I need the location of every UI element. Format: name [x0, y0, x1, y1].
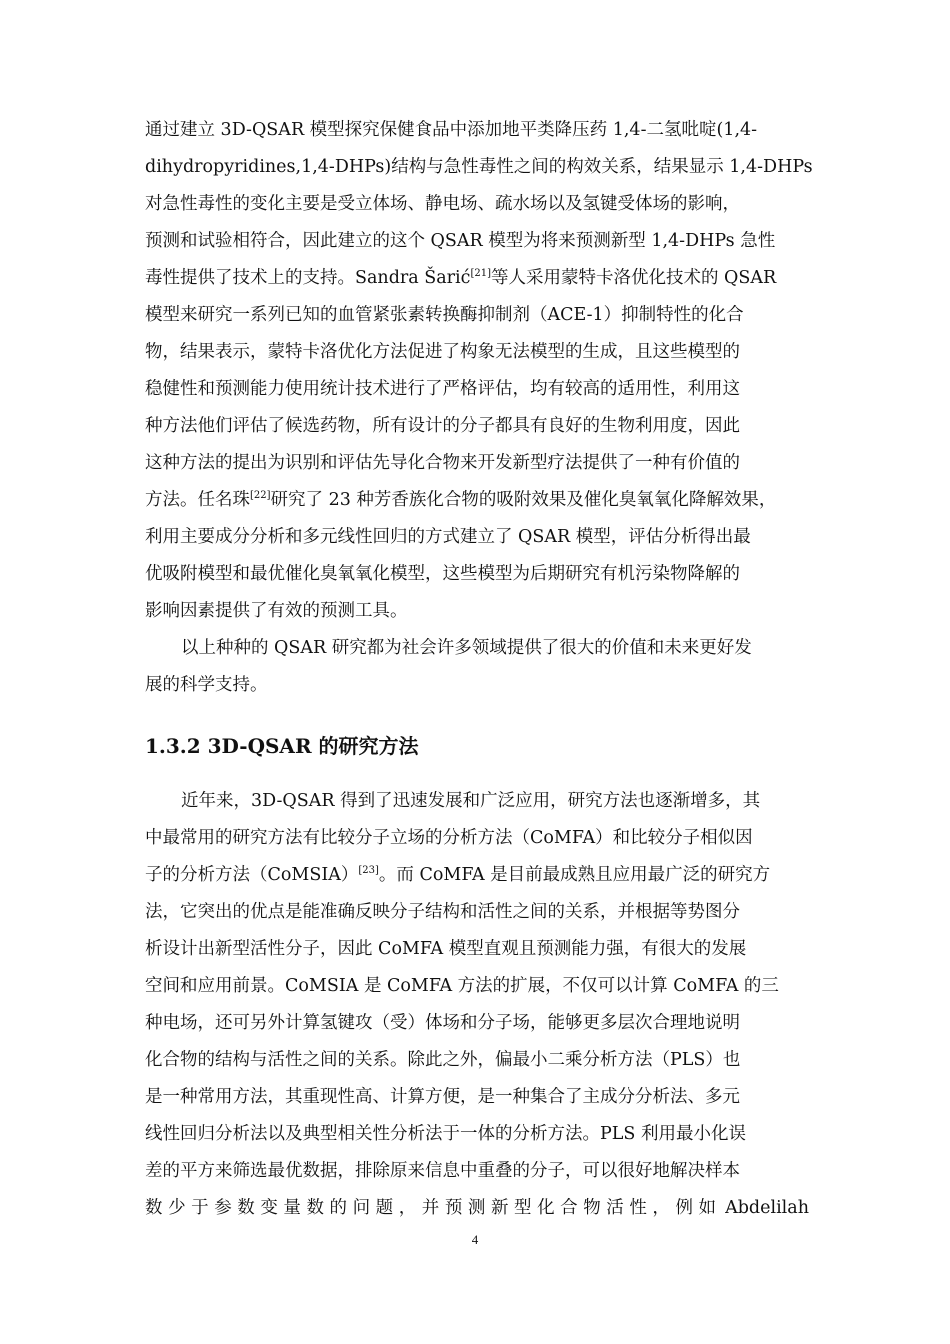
- text-line-justified: [145, 1196, 809, 1220]
- line-text: 线性回归分析法以及典型相关性分析法于一体的分析方法。PLS 利用最小化误: [145, 1124, 746, 1144]
- text-line: [145, 451, 809, 475]
- text-line: [181, 789, 809, 813]
- line-text: dihydropyridines,1,4-DHPs)结构与急性毒性之间的构效关系，结果显示 1,4-DHPs: [145, 157, 813, 177]
- text-line: [145, 974, 809, 998]
- section-heading: 1.3.2 3D-QSAR 的研究方法: [145, 734, 419, 758]
- text-line: [145, 525, 809, 549]
- line-text: 空间和应用前景。CoMSIA 是 CoMFA 方法的扩展，不仅可以计算 CoMFA 的三: [145, 976, 779, 996]
- line-text: 种方法他们评估了候选药物，所有设计的分子都具有良好的生物利用度，因此: [145, 416, 740, 436]
- citation-ref: [22]: [250, 490, 271, 502]
- text-line: [145, 377, 809, 401]
- line-text: 析设计出新型活性分子，因此 CoMFA 模型直观且预测能力强，有很大的发展: [145, 939, 747, 959]
- page-number: 4: [471, 1232, 479, 1247]
- text-line: [145, 229, 809, 253]
- text-line: [145, 1011, 809, 1035]
- line-text: 研究了 23 种芳香族化合物的吸附效果及催化臭氧氧化降解效果，: [270, 490, 777, 510]
- line-text: 等人采用蒙特卡洛优化技术的 QSAR: [490, 268, 777, 288]
- text-line: [145, 937, 809, 961]
- text-line: [145, 340, 809, 364]
- line-text: 优吸附模型和最优催化臭氧氧化模型，这些模型为后期研究有机污染物降解的: [145, 564, 740, 584]
- text-line: [145, 192, 809, 216]
- line-text: 以上种种的 QSAR 研究都为社会许多领域提供了很大的价值和未来更好发: [181, 638, 752, 658]
- line-text: 方法。任名珠: [145, 490, 250, 510]
- line-text: Abdelilah: [725, 1198, 809, 1218]
- text-line: [145, 303, 809, 327]
- text-line: [145, 488, 809, 512]
- citation-ref: [23]: [358, 865, 379, 877]
- line-text: 毒性提供了技术上的支持。Sandra Šarić: [145, 268, 471, 288]
- text-line: [145, 826, 809, 850]
- line-text: 数 少 于 参 数 变 量 数 的 问 题 ， 并 预 测 新 型 化 合 物 活 性 ， 例 如: [145, 1198, 717, 1218]
- line-text: 预测和试验相符合，因此建立的这个 QSAR 模型为将来预测新型 1,4-DHPs 急性: [145, 231, 776, 251]
- text-line: [145, 118, 809, 142]
- text-line: [145, 1122, 809, 1146]
- line-text: 利用主要成分分析和多元线性回归的方式建立了 QSAR 模型，评估分析得出最: [145, 527, 751, 547]
- line-text: 模型来研究一系列已知的血管紧张素转换酶抑制剂（ACE-1）抑制特性的化合: [145, 305, 744, 325]
- line-text: 物，结果表示，蒙特卡洛优化方法促进了构象无法模型的生成，且这些模型的: [145, 342, 740, 362]
- line-text: 近年来，3D-QSAR 得到了迅速发展和广泛应用，研究方法也逐渐增多，其: [181, 791, 761, 811]
- text-line: [145, 1048, 809, 1072]
- text-line: [145, 599, 809, 623]
- line-text: 中最常用的研究方法有比较分子立场的分析方法（CoMFA）和比较分子相似因: [145, 828, 753, 848]
- text-line: [145, 155, 813, 179]
- line-text: 种电场，还可另外计算氢键攻（受）体场和分子场，能够更多层次合理地说明: [145, 1013, 740, 1033]
- text-line: [145, 1085, 809, 1109]
- line-text: 这种方法的提出为识别和评估先导化合物来开发新型疗法提供了一种有价值的: [145, 453, 740, 473]
- text-line: [145, 673, 809, 697]
- citation-ref: [21]: [470, 268, 491, 280]
- text-line: [145, 562, 809, 586]
- line-text: 法，它突出的优点是能准确反映分子结构和活性之间的关系，并根据等势图分: [145, 902, 740, 922]
- line-text: 。而 CoMFA 是目前最成熟且应用最广泛的研究方: [378, 865, 771, 885]
- line-text: 通过建立 3D-QSAR 模型探究保健食品中添加地平类降压药 1,4-二氢吡啶(1,4-: [145, 120, 758, 140]
- text-line: [145, 863, 809, 887]
- text-line: [181, 636, 809, 660]
- text-line: [145, 1159, 809, 1183]
- line-text: 稳健性和预测能力使用统计技术进行了严格评估，均有较高的适用性，利用这: [145, 379, 740, 399]
- text-line: [145, 900, 809, 924]
- line-text: 对急性毒性的变化主要是受立体场、静电场、疏水场以及氢键受体场的影响，: [145, 194, 740, 214]
- line-text: 是一种常用方法，其重现性高、计算方便，是一种集合了主成分分析法、多元: [145, 1087, 740, 1107]
- line-text: 影响因素提供了有效的预测工具。: [145, 601, 408, 621]
- line-text: 子的分析方法（CoMSIA）: [145, 865, 359, 885]
- text-line: [145, 414, 809, 438]
- line-text: 展的科学支持。: [145, 675, 268, 695]
- line-text: 差的平方来筛选最优数据，排除原来信息中重叠的分子，可以很好地解决样本: [145, 1161, 740, 1181]
- line-text: 化合物的结构与活性之间的关系。除此之外，偏最小二乘分析方法（PLS）也: [145, 1050, 741, 1070]
- text-line: [145, 266, 809, 290]
